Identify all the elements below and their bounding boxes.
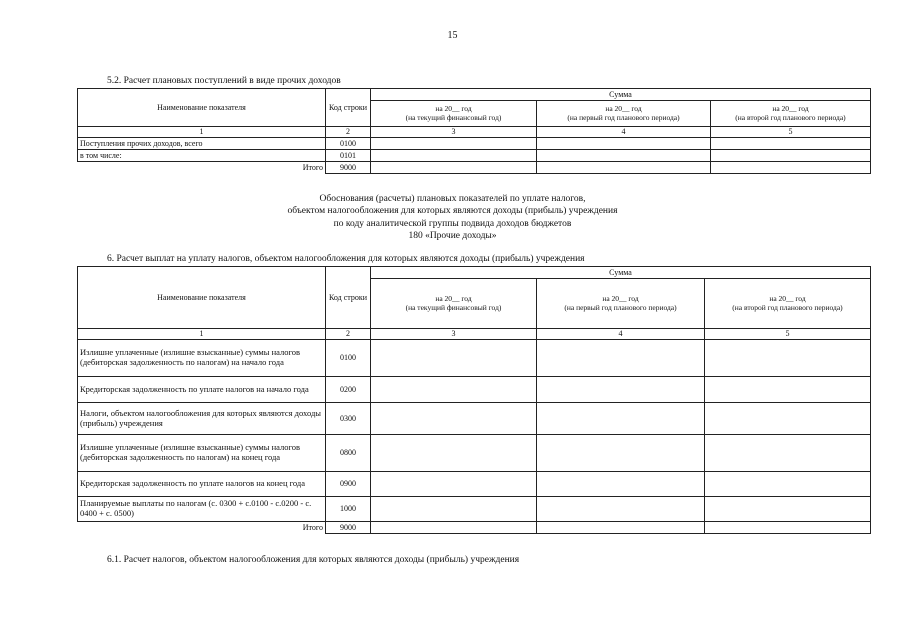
table-row	[78, 435, 871, 472]
value-cell[interactable]	[537, 497, 705, 522]
total-row	[78, 522, 871, 534]
column-number-row	[78, 329, 871, 340]
row-name: Налоги, объектом налогообложения для которых являются доходы (прибыль) учреждения	[78, 403, 326, 435]
total-label: Итого	[78, 162, 326, 174]
header-year-desc: (на первый год планового периода)	[567, 112, 680, 122]
table-row	[78, 472, 871, 497]
total-code: 9000	[326, 162, 371, 174]
row-code: 0100	[326, 340, 371, 377]
row-name: Излишне уплаченные (излишне взысканные) суммы налогов (дебиторская задолженность по налогам) на конец года	[78, 435, 326, 472]
header-year-desc: (на второй год планового периода)	[732, 302, 843, 312]
value-cell[interactable]	[537, 435, 705, 472]
justification-line: по коду аналитической группы подвида доходов бюджетов	[333, 218, 572, 229]
value-cell[interactable]	[371, 403, 537, 435]
value-cell[interactable]	[537, 138, 711, 150]
total-label: Итого	[78, 522, 326, 534]
header-year-label: на 20__ год	[605, 103, 642, 113]
value-cell[interactable]	[705, 403, 871, 435]
tax-payments-table	[77, 266, 871, 534]
value-cell[interactable]	[537, 472, 705, 497]
value-cell[interactable]	[371, 377, 537, 403]
col-number: 3	[371, 329, 537, 340]
col-number: 2	[326, 329, 371, 340]
header-year-label: на 20__ год	[435, 293, 472, 303]
header-sum: Сумма	[371, 267, 871, 279]
value-cell[interactable]	[537, 522, 705, 534]
section-6-title: 6. Расчет выплат на уплату налогов, объектом налогообложения для которых являются доходы (прибыль) учреждения	[107, 254, 585, 264]
value-cell[interactable]	[705, 435, 871, 472]
value-cell[interactable]	[371, 340, 537, 377]
justification-line: Обоснования (расчеты) плановых показателей по уплате налогов,	[319, 194, 586, 204]
section-5-2-title: 5.2. Расчет плановых поступлений в виде прочих доходов	[107, 76, 341, 86]
table-row	[78, 138, 871, 150]
header-year-label: на 20__ год	[435, 103, 472, 113]
value-cell[interactable]	[537, 340, 705, 377]
row-code: 0100	[326, 138, 371, 150]
header-year-second-plan	[711, 101, 871, 127]
col-number: 1	[78, 329, 326, 340]
value-cell[interactable]	[705, 340, 871, 377]
value-cell[interactable]	[371, 162, 537, 174]
row-name: в том числе:	[78, 150, 326, 162]
row-name: Кредиторская задолженность по уплате налогов на конец года	[78, 472, 326, 497]
col-number: 4	[537, 127, 711, 138]
header-year-second-plan	[705, 279, 871, 329]
value-cell[interactable]	[705, 522, 871, 534]
value-cell[interactable]	[371, 435, 537, 472]
header-year-label: на 20__ год	[769, 293, 806, 303]
total-row	[78, 162, 871, 174]
header-year-current	[371, 101, 537, 127]
row-name: Излишне уплаченные (излишне взысканные) суммы налогов (дебиторская задолженность по налогам) на начало года	[78, 340, 326, 377]
col-number: 3	[371, 127, 537, 138]
header-code: Код строки	[326, 89, 371, 127]
col-number: 5	[711, 127, 871, 138]
value-cell[interactable]	[371, 138, 537, 150]
header-year-desc: (на текущий финансовый год)	[405, 302, 502, 312]
col-number: 4	[537, 329, 705, 340]
table-row	[78, 377, 871, 403]
row-name: Поступления прочих доходов, всего	[78, 138, 326, 150]
header-year-label: на 20__ год	[602, 293, 639, 303]
header-year-current	[371, 279, 537, 329]
table-row	[78, 150, 871, 162]
row-code: 0800	[326, 435, 371, 472]
value-cell[interactable]	[537, 377, 705, 403]
header-name: Наименование показателя	[78, 267, 326, 329]
value-cell[interactable]	[705, 377, 871, 403]
justification-line: объектом налогообложения для которых являются доходы (прибыль) учреждения	[287, 206, 618, 217]
value-cell[interactable]	[537, 150, 711, 162]
value-cell[interactable]	[371, 472, 537, 497]
value-cell[interactable]	[371, 522, 537, 534]
table-row	[78, 340, 871, 377]
row-code: 0101	[326, 150, 371, 162]
value-cell[interactable]	[711, 138, 871, 150]
value-cell[interactable]	[371, 497, 537, 522]
header-year-first-plan	[537, 279, 705, 329]
justification-title	[0, 193, 905, 242]
value-cell[interactable]	[705, 472, 871, 497]
planned-income-table	[77, 88, 871, 174]
row-code: 0300	[326, 403, 371, 435]
row-name: Планируемые выплаты по налогам (с. 0300 + с.0100 - с.0200 - с. 0400 + с. 0500)	[78, 497, 326, 522]
value-cell[interactable]	[705, 497, 871, 522]
col-number: 1	[78, 127, 326, 138]
page-number: 15	[447, 30, 458, 41]
total-code: 9000	[326, 522, 371, 534]
table-row	[78, 497, 871, 522]
header-code: Код строки	[326, 267, 371, 329]
header-name: Наименование показателя	[78, 89, 326, 127]
table-row	[78, 403, 871, 435]
col-number: 5	[705, 329, 871, 340]
header-year-label: на 20__ год	[772, 103, 809, 113]
value-cell[interactable]	[371, 150, 537, 162]
header-year-desc: (на второй год планового периода)	[735, 112, 846, 122]
row-name: Кредиторская задолженность по уплате налогов на начало года	[78, 377, 326, 403]
column-number-row	[78, 127, 871, 138]
row-code: 0900	[326, 472, 371, 497]
header-sum: Сумма	[371, 89, 871, 101]
value-cell[interactable]	[537, 162, 711, 174]
value-cell[interactable]	[537, 403, 705, 435]
header-year-first-plan	[537, 101, 711, 127]
section-6-1-title: 6.1. Расчет налогов, объектом налогообложения для которых являются доходы (прибыль) учреждения	[107, 555, 520, 565]
value-cell[interactable]	[711, 162, 871, 174]
header-year-desc: (на текущий финансовый год)	[405, 112, 502, 122]
row-code: 0200	[326, 377, 371, 403]
header-year-desc: (на первый год планового периода)	[564, 302, 677, 312]
justification-line: 180 «Прочие доходы»	[408, 231, 497, 242]
value-cell[interactable]	[711, 150, 871, 162]
col-number: 2	[326, 127, 371, 138]
row-code: 1000	[326, 497, 371, 522]
